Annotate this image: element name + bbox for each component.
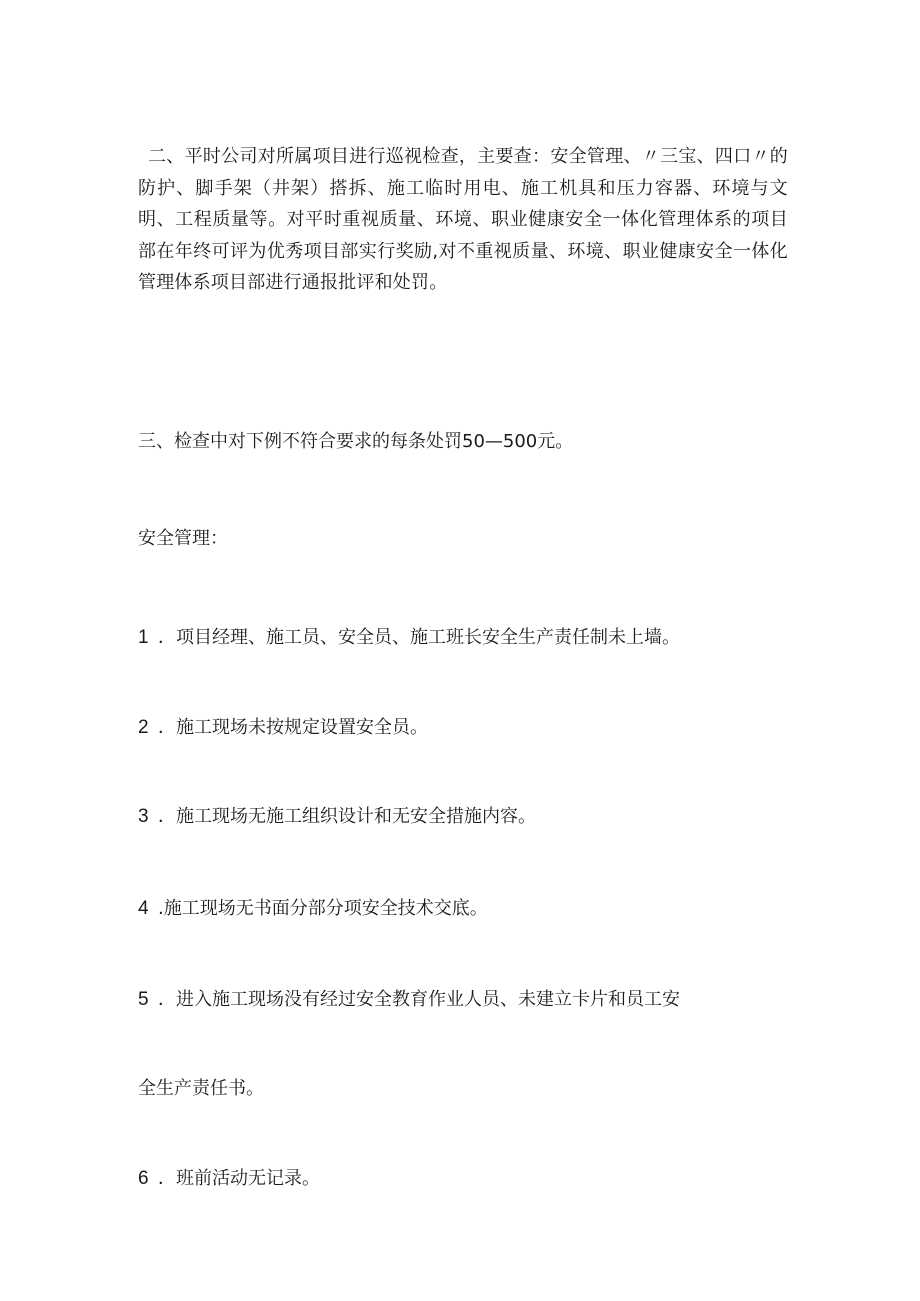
list-item-continuation	[138, 1077, 264, 1101]
list-item	[138, 805, 536, 829]
list-item	[138, 716, 428, 740]
item-text: ．施工现场无施工组织设计和无安全措施内容。	[158, 806, 536, 827]
item-text: ．施工现场未按规定设置安全员。	[158, 717, 428, 738]
item-number: 2	[138, 717, 149, 738]
item-text: ．进入施工现场没有经过安全教育作业人员、未建立卡片和员工安	[158, 989, 680, 1010]
item-number: 4	[138, 898, 149, 919]
item-number: 6	[138, 1168, 149, 1189]
item-text: ．项目经理、施工员、安全员、施工班长安全生产责任制未上墙。	[158, 627, 680, 648]
section-3-heading: 三、检查中对下例不符合要求的每条处罚50—500元。	[138, 431, 574, 452]
item-text: ．班前活动无记录。	[158, 1168, 320, 1189]
item-text: .施工现场无书面分部分项安全技术交底。	[158, 898, 488, 919]
list-item	[138, 626, 680, 650]
subheading-safety-management: 安全管理：	[138, 528, 228, 549]
list-item	[138, 988, 680, 1012]
section-2-paragraph: 二、平时公司对所属项目进行巡视检查，主要查：安全管理、〃三宝、四口〃的防护、脚手架（井架）搭拆、施工临时用电、施工机具和压力容器、环境与文明、工程质量等。对平时重视质量、环境、职业健康安全一体化管理体系的项目部在年终可评为优秀项目部实行奖励,对不重视质量、环境、职业健康安全一体化管理体系项目部进行通报批评和处罚。	[138, 146, 788, 293]
list-item	[138, 1167, 320, 1191]
item-number: 1	[138, 627, 149, 648]
item-number: 5	[138, 989, 149, 1010]
list-item	[138, 897, 488, 921]
item-number: 3	[138, 806, 149, 827]
item-text: 全生产责任书。	[138, 1078, 264, 1099]
